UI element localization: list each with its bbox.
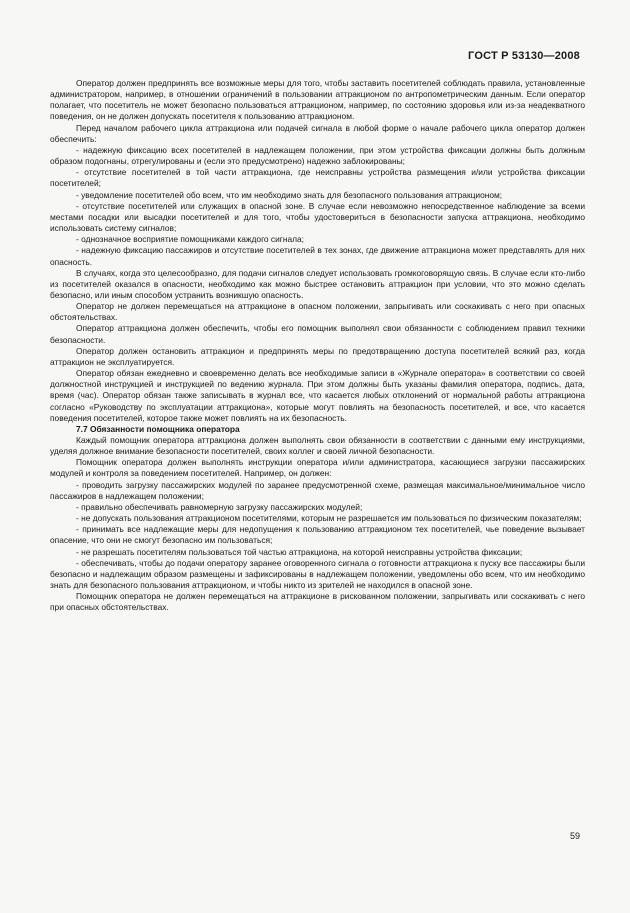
paragraph: Помощник оператора должен выполнять инструкции оператора и/или администратора, касающиеся загрузки пассажирских модулей и контроля за поведением посетителей. Например, он должен: bbox=[50, 457, 585, 479]
list-item: - уведомление посетителей обо всем, что им необходимо знать для безопасного пользования аттракционом; bbox=[76, 189, 503, 200]
list-item: - правильно обеспечивать равномерную загрузку пассажирских модулей; bbox=[76, 501, 363, 512]
list-item: - надежную фиксацию пассажиров и отсутствие посетителей в тех зонах, где движение аттракциона может представлять для них опасность. bbox=[50, 245, 585, 267]
list-item: - не разрешать посетителям пользоваться той частью аттракциона, на которой неисправны устройства фиксации; bbox=[76, 546, 523, 557]
paragraph: Оператор должен остановить аттракцион и предпринять меры по предотвращению доступа посетителей всякий раз, когда аттракцион не эксплуатируется. bbox=[50, 345, 585, 367]
list-item: - не допускать пользования аттракционом посетителями, которым не разрешается им пользоваться по физическим показателям; bbox=[76, 513, 582, 524]
paragraph: Оператор аттракциона должен обеспечить, чтобы его помощник выполнял свои обязанности с соблюдением правил техники безопасности. bbox=[50, 323, 585, 345]
paragraph: Перед началом рабочего цикла аттракциона или подачей сигнала в любой форме о начале рабочего цикла оператор должен обеспечить: bbox=[50, 122, 585, 144]
list-item: - принимать все надлежащие меры для недопущения к пользованию аттракционом тех посетителей, чье поведение вызывает опасение, что они не смогут безопасно им пользоваться; bbox=[50, 524, 585, 546]
paragraph: В случаях, когда это целесообразно, для подачи сигналов следует использовать громкоговорящую связь. В случае если кто-либо из посетителей оказался в опасности, необходимо как можно быстрее остановить аттракцион при условии, что это можно сделать безопасно, или иным способом устранить возникшую опасность. bbox=[50, 267, 585, 300]
page-body bbox=[50, 78, 585, 614]
paragraph: Оператор должен предпринять все возможные меры для того, чтобы заставить посетителей соблюдать правила, установленные администратором, например, в отношении ограничений в пользовании аттракционом по антропометрическим данным. Если оператор полагает, что посетитель не может безопасно пользоваться аттракционом, например, по состоянию здоровья или из-за неадекватного поведения, он не должен допускать посетителя к пользованию аттракционом. bbox=[50, 78, 585, 122]
list-item: - однозначное восприятие помощниками каждого сигнала; bbox=[76, 234, 304, 245]
list-item: - обеспечивать, чтобы до подачи оператору заранее оговоренного сигнала о готовности аттракциона к пуску все пассажиры были безопасно и надлежащим образом размещены и зафиксированы в надлежащем положении, уведомлены обо всем, что им необходимо знать для безопасного пользования аттракционом, и чтобы никто из зрителей не находился в опасной зоне. bbox=[50, 557, 585, 591]
paragraph: Помощник оператора не должен перемещаться на аттракционе в рискованном положении, запрыгивать или соскакивать с него при опасных обстоятельствах. bbox=[50, 591, 585, 613]
list-item: - проводить загрузку пассажирских модулей по заранее предусмотренной схеме, размещая максимальное/минимальное число пассажиров в надлежащем положении; bbox=[50, 479, 585, 501]
document-header: ГОСТ Р 53130—2008 bbox=[468, 50, 580, 62]
page-number: 59 bbox=[569, 831, 580, 841]
paragraph: Оператор не должен перемещаться на аттракционе в опасном положении, запрыгивать или соскакивать с него при опасных обстоятельствах. bbox=[50, 301, 585, 323]
list-item: - отсутствие посетителей или служащих в опасной зоне. В случае если невозможно непосредственное наблюдение за всеми местами посадки или высадки посетителей и для того, чтобы удостовериться в безопасности запуска аттракциона, необходимо использовать систему сигналов; bbox=[50, 200, 585, 234]
list-item: - надежную фиксацию всех посетителей в надлежащем положении, при этом устройства фиксации должны быть должным образом подогнаны, отрегулированы и (если это предусмотрено) надежно заблокированы; bbox=[50, 144, 585, 167]
section-heading: 7.7 Обязанности помощника оператора bbox=[76, 423, 240, 434]
paragraph: Оператор обязан ежедневно и своевременно делать все необходимые записи в «Журнале оператора» в соответствии со своей должностной инструкцией и инструкцией по ведению журнала. При этом должны быть указаны фамилия оператора, подпись, дата, время (час). Оператор обязан также записывать в журнал все, что касается любых отклонений от нормальной работы аттракциона согласно «Руководству по эксплуатации аттракциона», которые могут повлиять на безопасность посетителей, и все, что касается поведения посетителей, которое также может повлиять на их безопасность. bbox=[50, 368, 585, 423]
list-item: - отсутствие посетителей в той части аттракциона, где неисправны устройства размещения и/или устройства фиксации посетителей; bbox=[50, 167, 585, 189]
paragraph: Каждый помощник оператора аттракциона должен выполнять свои обязанности в соответствии с данными ему инструкциями, уделяя должное внимание безопасности посетителей, своих коллег и своей личной безопасности. bbox=[50, 435, 585, 457]
